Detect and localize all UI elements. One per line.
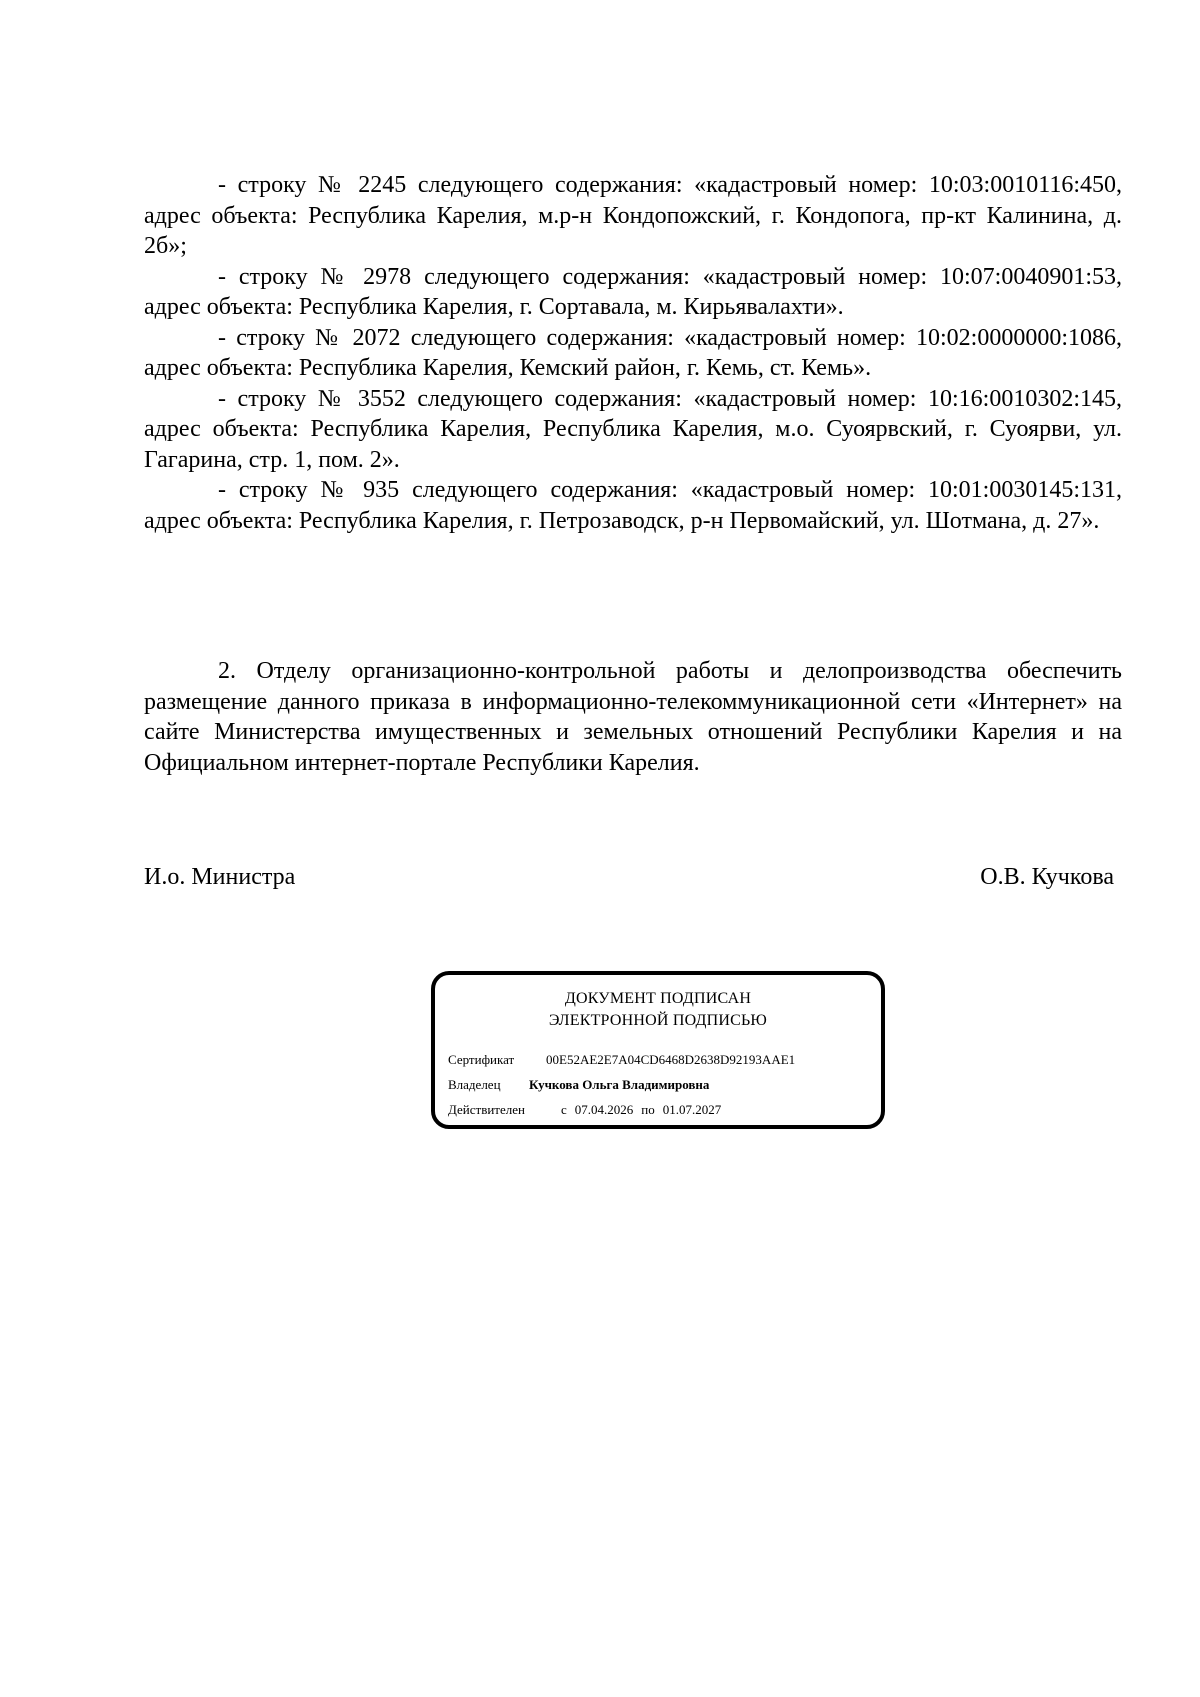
amendment-item: - строку № 2978 следующего содержания: «кадастровый номер: 10:07:0040901:53, адрес объекта: Республика Карелия, г. Сортавала, м. Кирьявалахти». xyxy=(144,263,1122,320)
stamp-owner-row xyxy=(448,1076,709,1094)
valid-from-date: 07.04.2026 xyxy=(574,1102,634,1117)
stamp-title-line1: ДОКУМЕНТ ПОДПИСАН xyxy=(564,990,752,1007)
instruction-section xyxy=(144,656,1122,778)
certificate-label: Сертификат xyxy=(448,1052,515,1067)
stamp-certificate-row xyxy=(448,1051,795,1069)
certificate-value: 00E52AE2E7A04CD6468D2638D92193AAE1 xyxy=(546,1052,796,1067)
instruction-paragraph: 2. Отделу организационно-контрольной работы и делопроизводства обеспечить размещение данного приказа в информационно-телекоммуникационной сети «Интернет» на сайте Министерства имущественных и земельных отношений Республики Карелия и на Официальном интернет-портале Республики Карелия. xyxy=(144,658,1122,776)
valid-from-prefix: с xyxy=(561,1102,567,1117)
amendments-list xyxy=(144,170,1122,536)
valid-to-prefix: по xyxy=(641,1102,655,1117)
valid-label: Действителен xyxy=(448,1102,525,1117)
amendment-item: - строку № 2072 следующего содержания: «кадастровый номер: 10:02:0000000:1086, адрес объекта: Республика Карелия, Кемский район, г. Кемь, ст. Кемь». xyxy=(144,324,1122,381)
stamp-title-line2: ЭЛЕКТРОННОЙ ПОДПИСЬЮ xyxy=(548,1012,768,1029)
owner-value: Кучкова Ольга Владимировна xyxy=(529,1077,710,1092)
signature-block xyxy=(144,862,1114,892)
amendment-item: - строку № 3552 следующего содержания: «кадастровый номер: 10:16:0010302:145, адрес объекта: Республика Карелия, Республика Карелия, м.о. Суоярвский, г. Суоярви, ул. Гагарина, стр. 1, пом. 2». xyxy=(144,385,1122,473)
signatory-name: О.В. Кучкова xyxy=(980,864,1114,890)
amendment-item: - строку № 2245 следующего содержания: «кадастровый номер: 10:03:0010116:450, адрес объекта: Республика Карелия, м.р-н Кондопожский, г. Кондопога, пр-кт Калинина, д. 2б»; xyxy=(144,172,1122,259)
stamp-validity-row xyxy=(448,1101,721,1119)
electronic-signature-stamp xyxy=(431,971,885,1129)
owner-label: Владелец xyxy=(448,1077,501,1092)
valid-to-date: 01.07.2027 xyxy=(662,1102,722,1117)
signatory-position: И.о. Министра xyxy=(144,864,296,890)
amendment-item: - строку № 935 следующего содержания: «кадастровый номер: 10:01:0030145:131, адрес объекта: Республика Карелия, г. Петрозаводск, р-н Первомайский, ул. Шотмана, д. 27». xyxy=(144,477,1122,534)
